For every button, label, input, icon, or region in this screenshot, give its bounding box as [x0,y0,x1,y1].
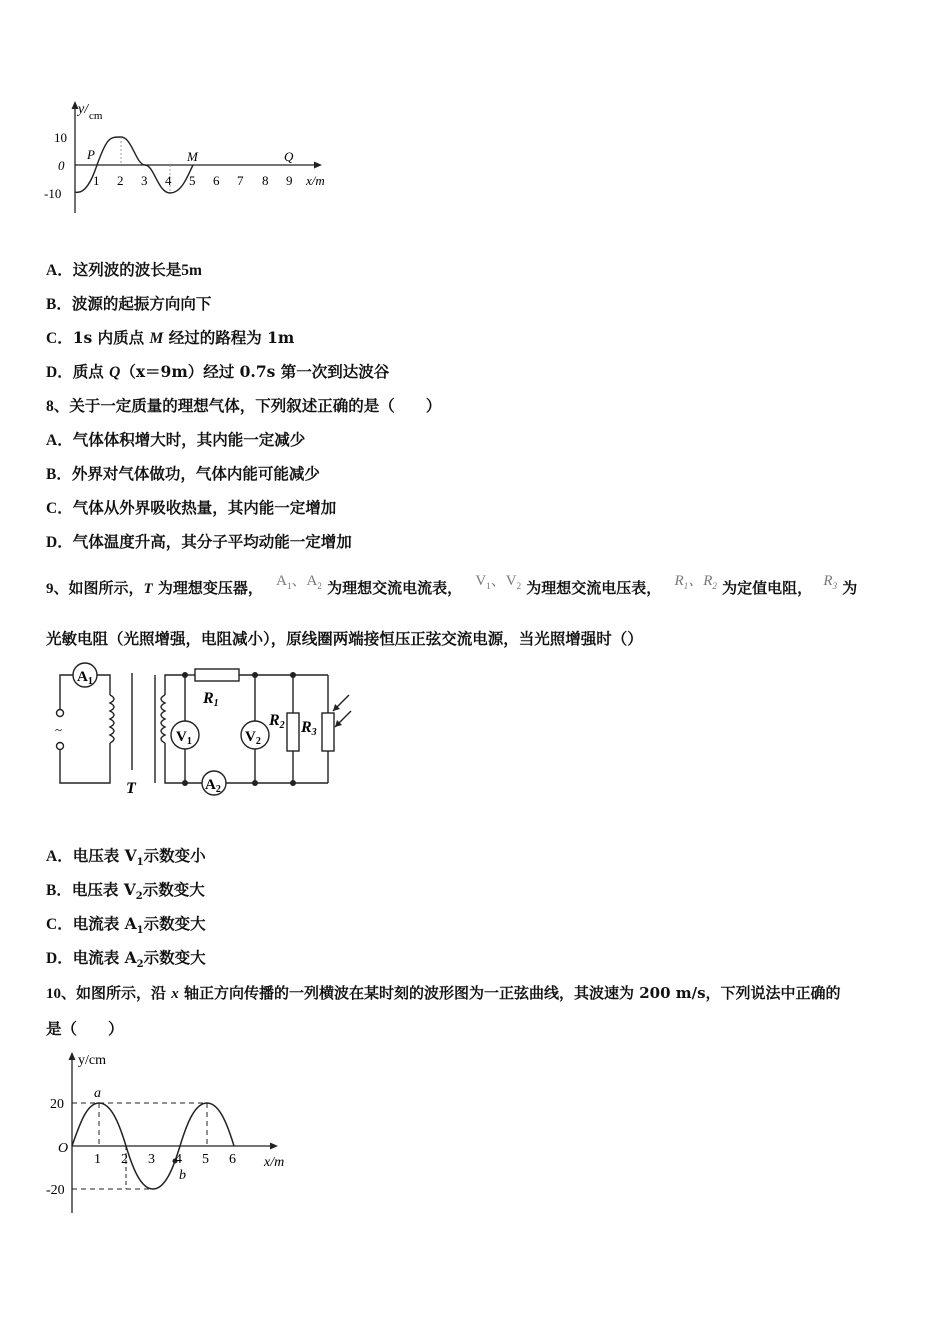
x-axis-arrow [314,162,322,169]
x-tick-5: 5 [189,173,196,188]
q9-option-d: D．电流表 $A_2$示数变大 [46,948,206,971]
q8-option-b: B．外界对气体做功，气体内能可能减少 [46,464,320,483]
resistor-r3-label: R3 [301,719,317,738]
y-tick-10: 10 [54,130,67,145]
q9-option-c: C．电流表 $A_1$示数变大 [46,914,206,937]
x-axis-arrow [270,1143,278,1150]
x-tick-2: 2 [121,1152,128,1167]
q9-stem-line2: 光敏电阻（光照增强，电阻减小），原线圈两端接恒压正弦交流电源，当光照增强时（） [46,629,643,648]
y-axis-label: y/ [78,102,89,117]
x-tick-7: 7 [237,173,244,188]
symbol-r1: $R_1$、$R_2$ [674,573,717,591]
origin-label: O [58,1141,69,1156]
x-tick-labels [94,1152,236,1167]
q9-option-a: A．电压表 $V_1$示数变小 [46,846,206,869]
point-p-label: P [87,147,95,162]
symbol-r3: $R_3$ [823,573,838,591]
sine-wave-figure [42,1048,312,1218]
x-tick-8: 8 [262,173,269,188]
x-tick-6: 6 [213,173,220,188]
x-tick-9: 9 [286,173,293,188]
resistor-r1-label: R1 [203,690,219,709]
symbol-v1: $V_1$、$V_2$ [475,573,522,591]
y-tick-neg10: -10 [44,186,62,201]
transformer-circuit-figure [45,655,365,800]
y-tick-neg20: -20 [46,1183,65,1198]
wave-graph-figure [40,95,340,220]
q8-option-c: C．气体从外界吸收热量，其内能一定增加 [46,498,337,517]
point-m-label: M [187,149,198,164]
y-tick-0: 0 [58,158,65,173]
x-tick-3: 3 [141,173,148,188]
resistor-r2-label: R2 [269,712,285,731]
x-tick-1: 1 [93,173,100,188]
x-tick-1: 1 [94,1152,101,1167]
y-axis-unit: cm [89,110,103,122]
q7-option-d: D．质点 Q（x＝9m）经过 0.7s 第一次到达波谷 [46,362,390,381]
y-axis-arrow [69,1052,76,1060]
q8-option-a: A．气体体积增大时，其内能一定减少 [46,430,306,449]
voltmeter-v1-label: $V_1$ [176,729,192,747]
x-axis-label: x/m [264,1155,285,1170]
q7-option-b: B．波源的起振方向向下 [46,294,212,313]
point-b-label: b [179,1168,186,1183]
q7-option-a: A．这列波的波长是5m [46,260,202,279]
x-tick-labels [93,173,293,188]
q9-option-b: B．电压表 $V_2$示数变大 [46,880,205,903]
x-tick-2: 2 [117,173,124,188]
q10-stem-line1: 10、如图所示，沿 x 轴正方向传播的一列横波在某时刻的波形图为一正弦曲线，其波速为 200 m/s，下列说法中正确的 [46,984,841,1002]
point-a-label: a [94,1086,101,1101]
q8-option-d: D．气体温度升高，其分子平均动能一定增加 [46,532,352,551]
x-axis-label: x/m [306,173,325,188]
x-tick-4: 4 [165,173,172,188]
q10-stem-line2: 是（ ） [46,1019,124,1038]
ammeter-a1-label: $A_1$ [77,669,93,687]
x-tick-4: 4 [175,1152,182,1167]
y-tick-20: 20 [50,1097,64,1112]
voltmeter-v2-label: $V_2$ [245,729,261,747]
symbol-a1: $A_1$、$A_2$ [276,573,322,591]
ac-source-symbol: ~ [55,722,63,737]
q9-stem-line1: 9、如图所示，T 为理想变压器， $A_1$、$A_2$ 为理想交流电流表， $V_1$、$V_2$ 为理想交流电压表， $R_1$、$R_2$ 为定值电阻， $R_3$ 为 [46,573,858,597]
q7-option-c: C．1s 内质点 M 经过的路程为 1m [46,328,295,347]
x-tick-5: 5 [202,1152,209,1167]
transformer-t-label: T [126,780,136,797]
point-q-label: Q [284,149,294,164]
y-axis-label: y/cm [78,1053,106,1068]
x-tick-3: 3 [148,1152,155,1167]
x-tick-6: 6 [229,1152,236,1167]
q8-stem: 8、关于一定质量的理想气体，下列叙述正确的是（ ） [46,396,442,415]
ammeter-a2-label: $A_2$ [205,777,221,795]
